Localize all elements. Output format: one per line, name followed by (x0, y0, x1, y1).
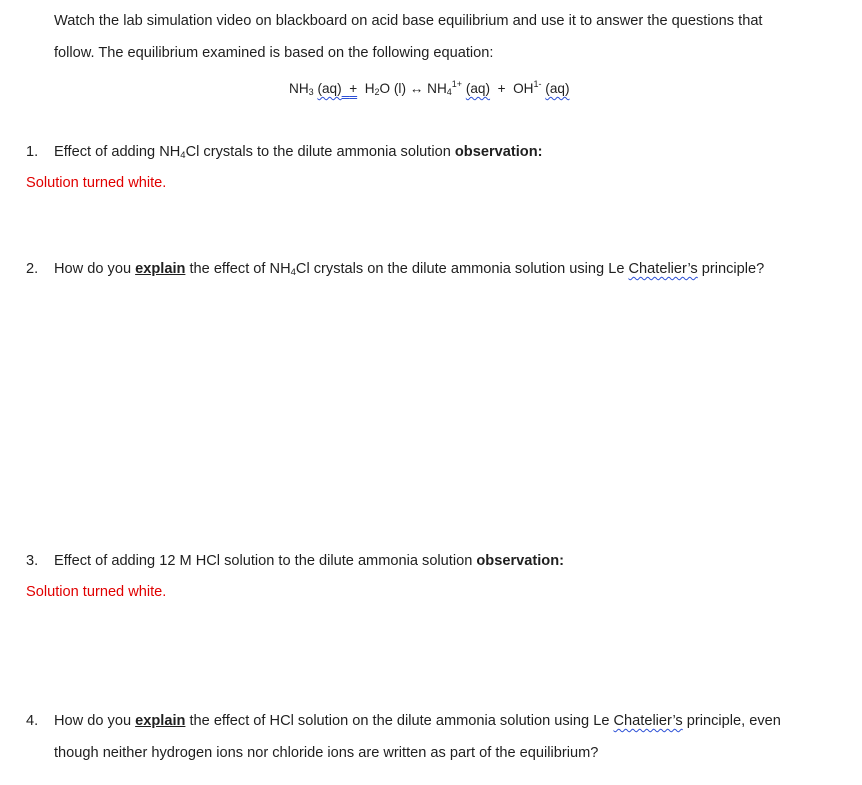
question-1-bold: observation: (454, 144, 543, 160)
question-2-text-c: Cl crystals on the dilute ammonia solution using Le (295, 261, 629, 277)
question-1 (26, 144, 542, 161)
question-1-number: 1. (26, 144, 39, 160)
equilibrium-equation (289, 79, 569, 97)
question-2-bold: explain (135, 261, 186, 277)
question-2-sub: 4 (290, 267, 296, 278)
question-1-text-a: Effect of adding NH (54, 144, 181, 160)
eq-nh4-sup: 1+ (451, 79, 463, 89)
eq-h: H (364, 81, 375, 96)
question-3-number: 3. (26, 553, 39, 569)
intro-line-1: Watch the lab simulation video on blackboard on acid base equilibrium and use it to answer the questions that (54, 13, 763, 29)
eq-plus-2: + (497, 81, 506, 96)
question-2-number: 2. (26, 261, 39, 277)
question-2-text-d: principle? (697, 261, 765, 277)
question-3-text-a: Effect of adding 12 M HCl solution to the dilute ammonia solution (54, 553, 477, 569)
question-3 (26, 553, 564, 569)
question-4-bold: explain (135, 713, 186, 729)
eq-h2o-sub: 2 (374, 87, 380, 97)
eq-nh4-sub: 4 (446, 87, 452, 97)
eq-plus-1: + (349, 81, 358, 96)
eq-nh4: NH (427, 81, 447, 96)
eq-o-l: O (l) (379, 81, 406, 96)
question-4-number: 4. (26, 713, 39, 729)
answer-3: Solution turned white. (26, 584, 167, 600)
eq-oh: OH (513, 81, 534, 96)
question-1-sub: 4 (180, 150, 186, 161)
eq-oh-sup: 1- (533, 79, 542, 89)
question-4-text-c: principle, even (682, 713, 781, 729)
eq-aq-3: (aq) (545, 81, 570, 96)
question-4-line-2: though neither hydrogen ions nor chloride ions are written as part of the equilibrium? (54, 745, 599, 761)
eq-nh3-sub: 3 (308, 87, 314, 97)
question-4-chatelier: Chatelier’s (613, 713, 683, 729)
eq-aq-1: (aq) (317, 81, 342, 96)
eq-nh3: NH (289, 81, 309, 96)
question-2-chatelier: Chatelier’s (628, 261, 698, 277)
question-2 (26, 261, 764, 278)
question-3-bold: observation: (476, 553, 564, 569)
question-4 (26, 713, 781, 729)
intro-line-2: follow. The equilibrium examined is based on the following equation: (54, 45, 494, 61)
answer-1: Solution turned white. (26, 175, 167, 191)
eq-aq-2: (aq) (465, 81, 491, 96)
question-4-text-a: How do you (54, 713, 136, 729)
question-4-text-b: the effect of HCl solution on the dilute ammonia solution using Le (185, 713, 614, 729)
question-1-text-b: Cl crystals to the dilute ammonia solution (185, 144, 455, 160)
question-2-text-a: How do you (54, 261, 136, 277)
question-2-text-b: the effect of NH (185, 261, 291, 277)
eq-arrow: ↔ (409, 81, 424, 96)
